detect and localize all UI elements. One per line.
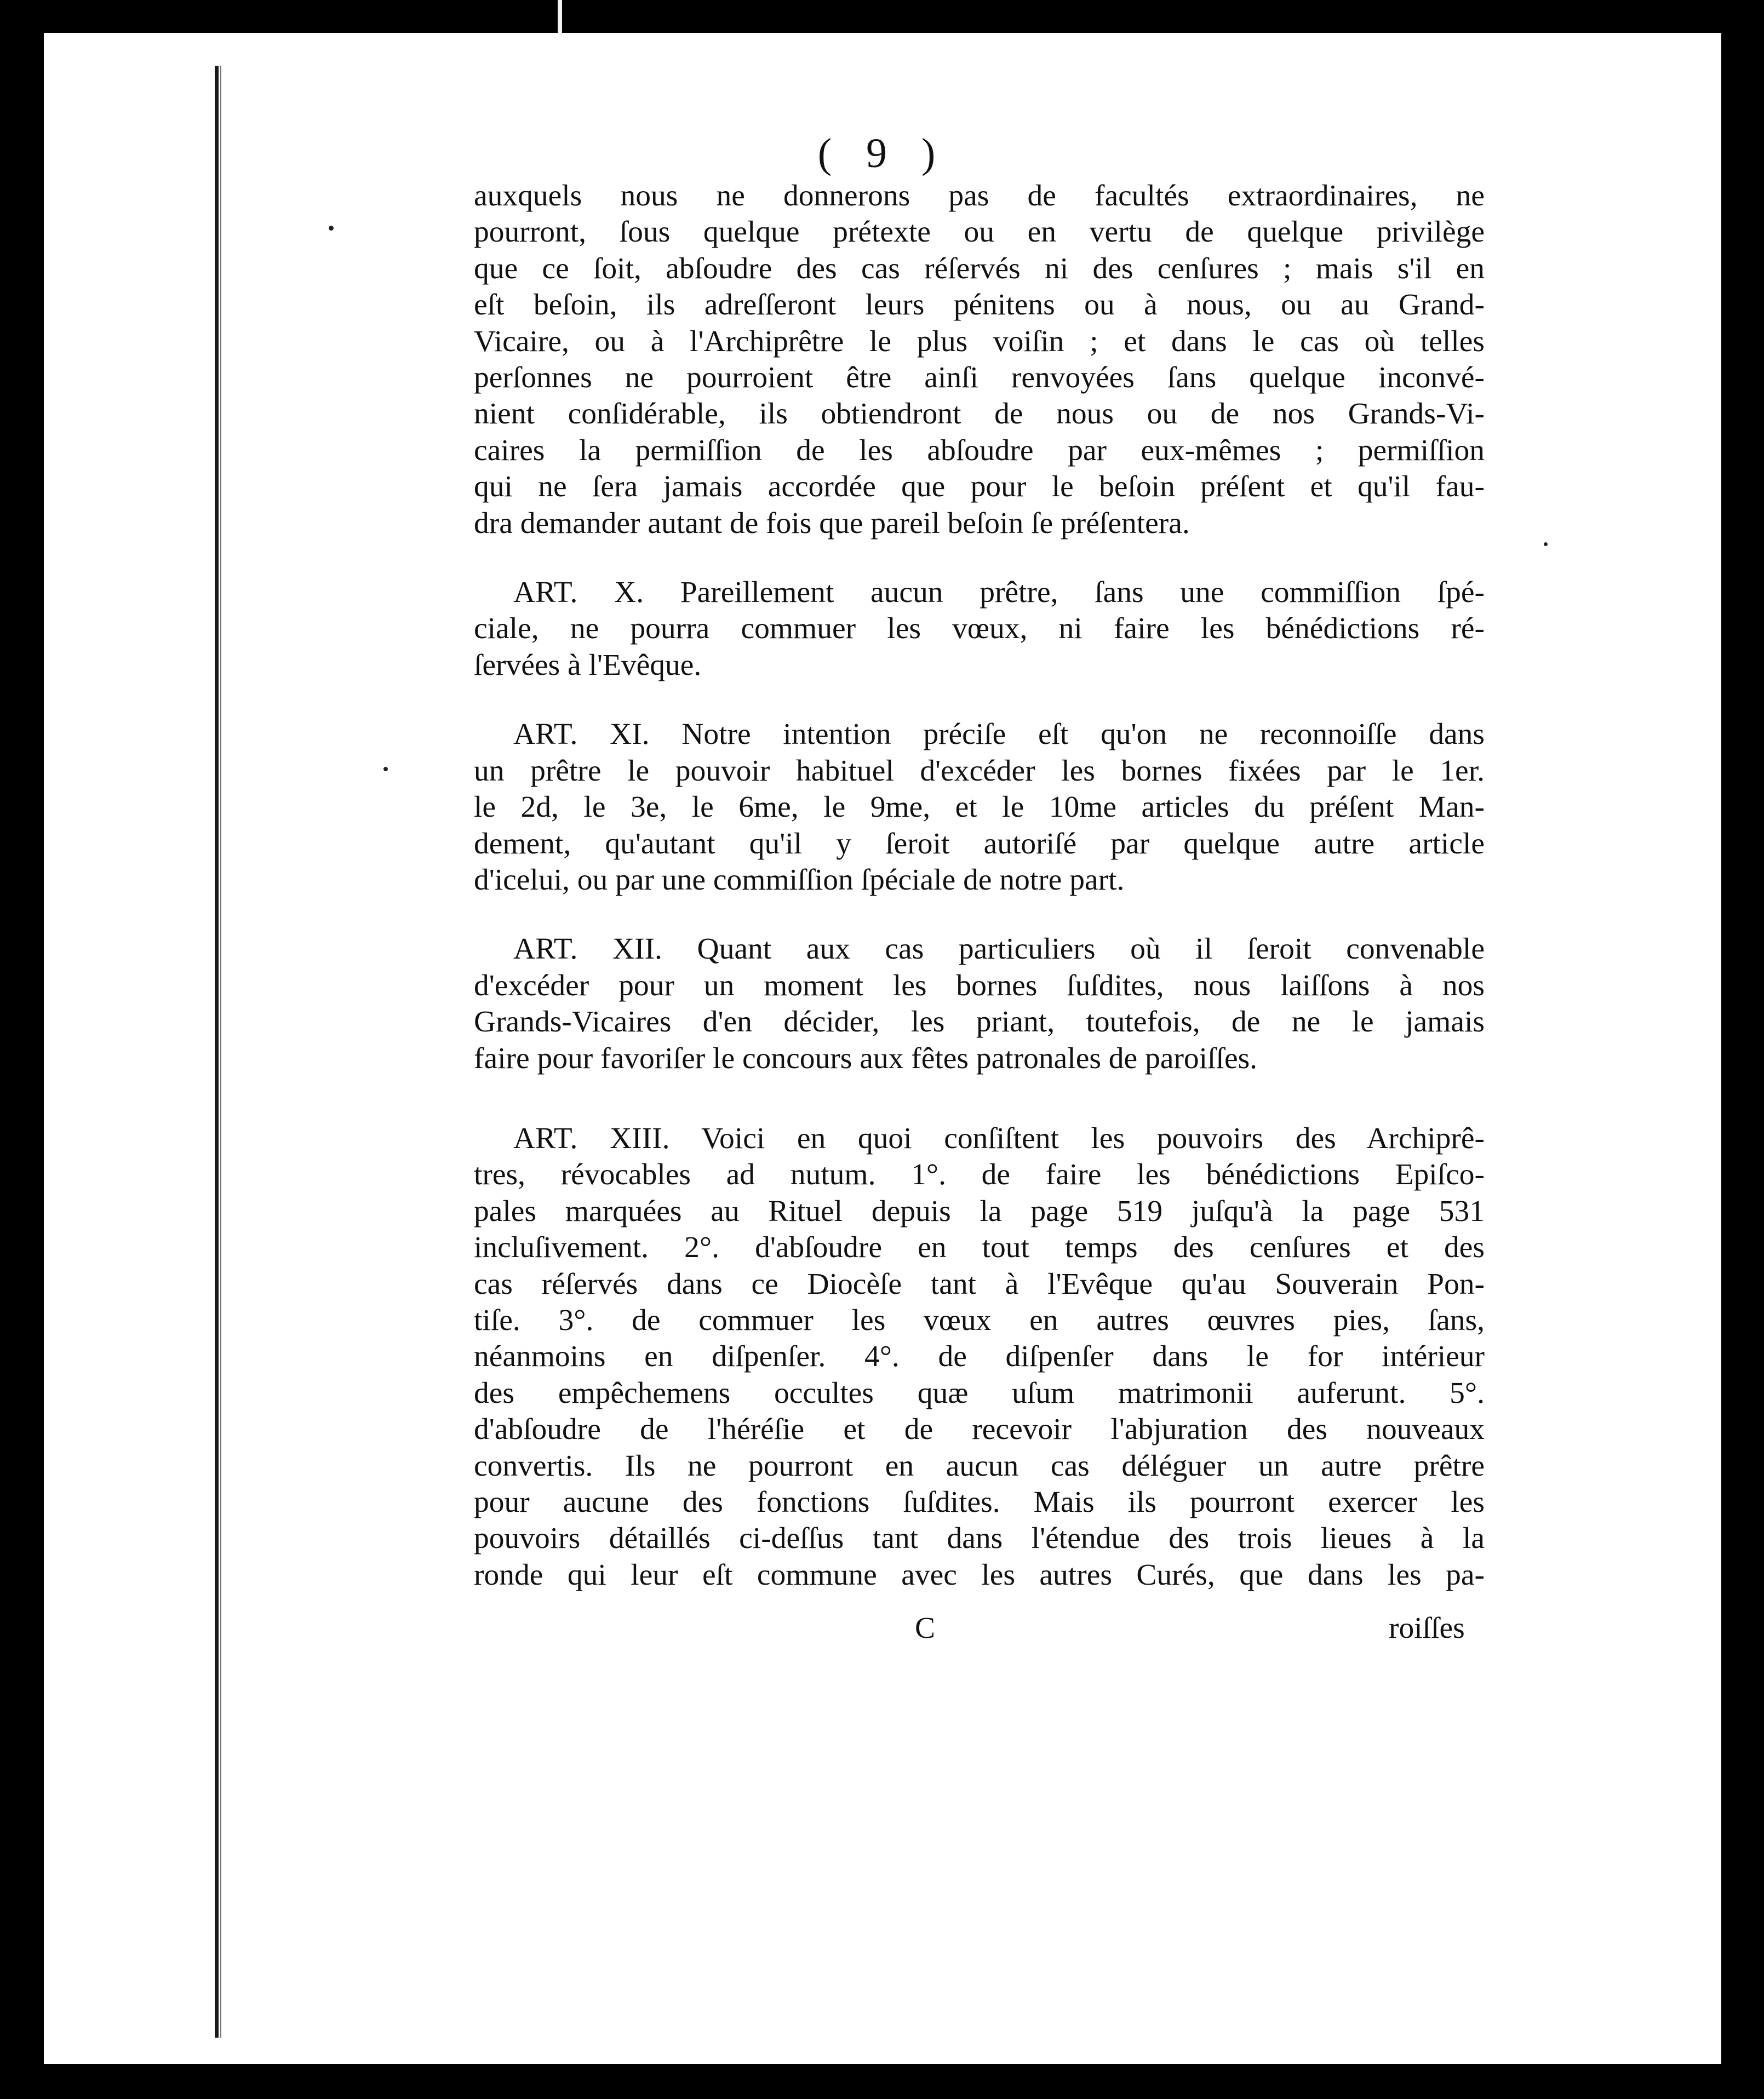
ink-speck [1544,542,1548,546]
text-line: le 2d, le 3e, le 6me, le 9me, et le 10me articles du préſent Man- [474,790,1485,824]
scan-edge-mark [558,0,562,33]
ink-speck [383,767,388,771]
text-line: ciale, ne pourra commuer les vœux, ni faire les bénédictions ré- [474,612,1485,646]
ink-speck [329,226,334,231]
text-line: ART. XII. Quant aux cas particuliers où il ſeroit convenable [513,932,1485,966]
article-x-cont [474,611,1485,684]
text-line: auxquels nous ne donnerons pas de facultés extraordinaires, ne [474,179,1485,213]
page-number: ( 9 ) [817,130,948,176]
book-page [44,33,1721,2064]
text-line: qui ne ſera jamais accordée que pour le beſoin préſent et qu'il fau- [474,470,1485,504]
text-line: pourront, ſous quelque prétexte ou en vertu de quelque privilège [474,215,1485,249]
text-line: Vicaire, ou à l'Archiprêtre le plus voiſin ; et dans le cas où telles [474,324,1485,358]
text-line: perſonnes ne pourroient être ainſi renvoyées ſans quelque inconvé- [474,361,1485,395]
text-line: ſervées à l'Evêque. [474,648,702,682]
text-line: des empêchemens occultes quæ uſum matrimonii auferunt. 5°. [474,1376,1485,1410]
text-line: pour aucune des fonctions ſuſdites. Mais ils pourront exercer les [474,1486,1485,1519]
gutter-shadow-faint [220,66,221,2038]
gutter-shadow [215,66,219,2038]
catchword: roiſſes [1389,1611,1465,1645]
text-line: dra demander autant de fois que pareil beſoin ſe préſentera. [474,506,1190,540]
article-xii-cont [474,968,1485,1077]
signature-mark: C [915,1611,936,1645]
text-line: ART. X. Pareillement aucun prêtre, ſans une commiſſion ſpé- [513,576,1485,610]
text-line: pales marquées au Rituel depuis la page 519 juſqu'à la page 531 [474,1194,1485,1228]
article-xiii [474,1121,1485,1157]
text-line: que ce ſoit, abſoudre des cas réſervés ni des cenſures ; mais s'il en [474,251,1485,285]
text-line: incluſivement. 2°. d'abſoudre en tout temps des cenſures et des [474,1231,1485,1265]
text-line: ART. XI. Notre intention préciſe eſt qu'on ne reconnoiſſe dans [513,718,1485,752]
text-line: dement, qu'autant qu'il y ſeroit autoriſé par quelque autre article [474,827,1485,861]
article-xi-cont [474,753,1485,899]
text-line: ART. XIII. Voici en quoi conſiſtent les pouvoirs des Archiprê- [513,1121,1485,1155]
text-line: convertis. Ils ne pourront en aucun cas déléguer un autre prêtre [474,1449,1485,1483]
text-line: eſt beſoin, ils adreſſeront leurs pénitens ou à nous, ou au Grand- [474,288,1485,322]
text-line: d'excéder pour un moment les bornes ſuſdites, nous laiſſons à nos [474,968,1485,1002]
text-line: nient conſidérable, ils obtiendront de nous ou de nos Grands-Vi- [474,397,1485,431]
text-line: d'abſoudre de l'héréſie et de recevoir l'abjuration des nouveaux [474,1413,1485,1447]
body-text [474,178,1485,1593]
text-line: caires la permiſſion de les abſoudre par eux-mêmes ; permiſſion [474,433,1485,467]
text-line: pouvoirs détaillés ci-deſſus tant dans l'étendue des trois lieues à la [474,1522,1485,1556]
text-line: tiſe. 3°. de commuer les vœux en autres œuvres pies, ſans, [474,1303,1485,1337]
text-line: un prêtre le pouvoir habituel d'excéder les bornes fixées par le 1er. [474,754,1485,788]
text-line: néanmoins en diſpenſer. 4°. de diſpenſer dans le for intérieur [474,1340,1485,1374]
text-line: Grands-Vicaires d'en décider, les priant, toutefois, de ne le jamais [474,1005,1485,1039]
article-xii [474,931,1485,967]
article-xi [474,716,1485,753]
text-line: faire pour favoriſer le concours aux fêtes patronales de paroiſſes. [474,1041,1258,1075]
text-line: cas réſervés dans ce Diocèſe tant à l'Evêque qu'au Souverain Pon- [474,1267,1485,1301]
text-line: d'icelui, ou par une commiſſion ſpéciale de notre part. [474,863,1125,897]
paragraph-continuation [474,178,1485,542]
text-line: tres, révocables ad nutum. 1°. de faire les bénédictions Epiſco- [474,1158,1485,1192]
article-x [474,575,1485,611]
text-line: ronde qui leur eſt commune avec les autres Curés, que dans les pa- [474,1558,1485,1592]
article-xiii-cont [474,1157,1485,1593]
